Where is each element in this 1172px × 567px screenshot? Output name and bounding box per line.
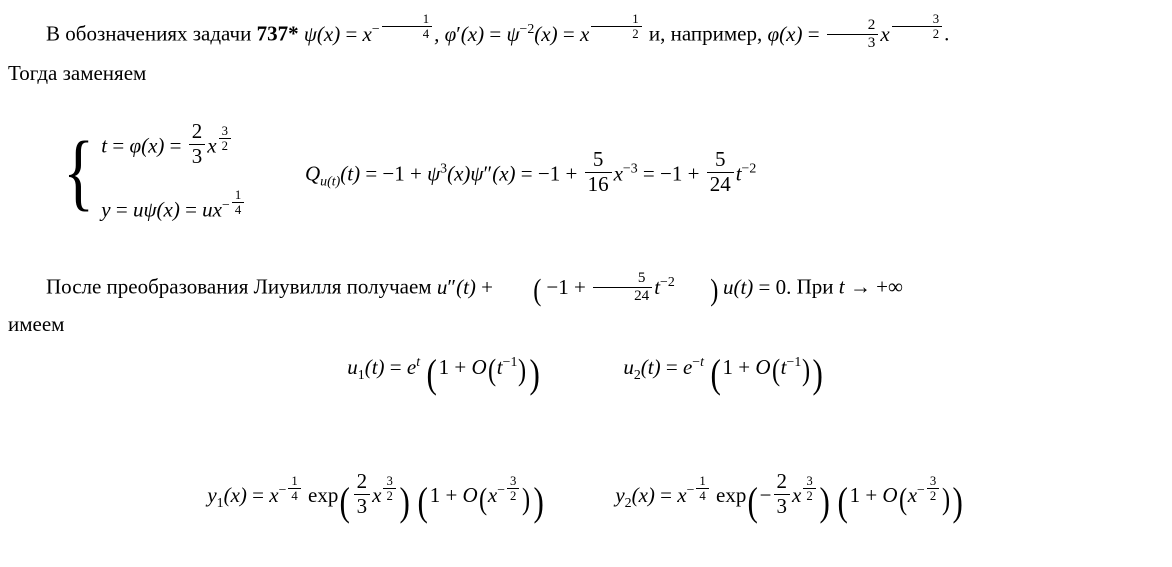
sub-2y: 2 bbox=[624, 495, 632, 511]
var-u-2: u bbox=[202, 197, 213, 222]
phi-symbol: φ bbox=[444, 21, 457, 46]
one-y2: 1 bbox=[849, 483, 861, 508]
var-t-3: t bbox=[735, 161, 742, 186]
при-text: При bbox=[796, 274, 834, 299]
minus-y1: − bbox=[278, 482, 287, 498]
eq-q2: = bbox=[520, 161, 533, 186]
var-x-4: x bbox=[541, 21, 551, 46]
eq-c3: = bbox=[115, 197, 128, 222]
var-x-12: x bbox=[454, 161, 464, 186]
var-t-4: t bbox=[463, 274, 469, 299]
plus-u1: + bbox=[454, 355, 467, 379]
liouville-equation: u″(t) + ( −1 + $\frac{5}{24}$ $t^{-2}$ ) u(t) = 0. bbox=[436, 270, 792, 307]
sub-1: 1 bbox=[357, 367, 365, 383]
plus-y1: + bbox=[445, 483, 458, 508]
eq-u1: = bbox=[389, 355, 402, 379]
paragraph-1 bbox=[8, 12, 1168, 89]
minus-q2: − bbox=[537, 161, 550, 186]
O-symbol-2: O bbox=[755, 355, 771, 379]
left-paren-o4: ( bbox=[898, 481, 907, 516]
problem-number: 737* bbox=[256, 21, 299, 46]
num-3y2: 3 bbox=[510, 473, 517, 488]
var-t-11: t bbox=[780, 355, 787, 379]
eq-c4: = bbox=[185, 197, 197, 222]
u2-equation: $u_2(t) = e^{-t}$ $(1 + O(t^{-1}))$ bbox=[623, 350, 824, 396]
var-x-2: x bbox=[362, 21, 372, 46]
var-x-6: x bbox=[786, 21, 796, 46]
right-paren-y2: ) bbox=[819, 479, 830, 525]
minus-l2: − bbox=[660, 273, 668, 289]
left-paren-u1: ( bbox=[426, 350, 438, 396]
exp-2: 2 bbox=[527, 20, 535, 36]
psi-symbol-2: ψ bbox=[506, 21, 520, 46]
equals-1: = bbox=[345, 21, 358, 46]
num-3c: 3 bbox=[221, 123, 228, 138]
var-x-13: x bbox=[499, 161, 509, 186]
right-paren-o3: ) bbox=[522, 481, 531, 516]
paragraph-1-line-2: Тогда заменяем bbox=[8, 60, 147, 85]
var-u-3: u bbox=[436, 274, 448, 299]
one-u1b: 1 bbox=[510, 354, 518, 369]
paragraph-2 bbox=[8, 270, 1168, 340]
eq-c1: = bbox=[112, 133, 125, 158]
den-2y: 2 bbox=[383, 488, 395, 503]
q-subscript: u(t) bbox=[320, 173, 341, 189]
paragraph-1-line-1 bbox=[8, 12, 1168, 52]
var-t-10: t bbox=[647, 355, 654, 379]
minus-u3: − bbox=[786, 354, 795, 369]
limit-expression bbox=[839, 275, 903, 299]
minus-u1: − bbox=[502, 354, 511, 369]
var-x-11: x bbox=[212, 197, 222, 222]
plus-u2: + bbox=[738, 355, 751, 379]
minus-2: − bbox=[519, 20, 528, 36]
var-u2: u bbox=[623, 355, 634, 379]
var-y1: y bbox=[207, 483, 217, 508]
one-u2b: 1 bbox=[794, 354, 802, 369]
var-x-22: x bbox=[907, 483, 918, 508]
case-row-1: t = φ(x) = $\frac{2}{3}$ x $^{\frac{3}{2}}$ bbox=[101, 120, 246, 168]
left-paren-u2: ( bbox=[710, 350, 722, 396]
minus-1: − bbox=[371, 20, 380, 36]
var-x-21: x bbox=[792, 483, 802, 508]
left-paren-o3: ( bbox=[478, 481, 487, 516]
O-symbol-1: O bbox=[471, 355, 487, 379]
one-q1: 1 bbox=[394, 161, 405, 186]
right-paren-u2: ) bbox=[812, 350, 824, 396]
eq-q1: = bbox=[365, 161, 378, 186]
var-t-6: t bbox=[740, 274, 747, 299]
e-symbol-2: e bbox=[682, 355, 693, 379]
lead-text: В обозначениях задачи bbox=[46, 21, 252, 46]
den-4y: 4 bbox=[288, 488, 300, 503]
sub-t: t bbox=[331, 173, 336, 189]
paragraph-2-line-2: имеем bbox=[8, 311, 65, 336]
den-3c: 3 bbox=[189, 144, 206, 169]
var-u-4: u bbox=[722, 274, 734, 299]
liouville-text: После преобразования Лиувилля получаем bbox=[46, 274, 432, 299]
var-t: t bbox=[101, 133, 108, 158]
y-solutions-row bbox=[0, 469, 1172, 525]
eq-u2: = bbox=[665, 355, 678, 379]
two-l1: 2 bbox=[667, 273, 675, 289]
num-1y2: 1 bbox=[699, 473, 706, 488]
right-paren-u1: ) bbox=[528, 350, 540, 396]
phi-prime-definition: $\varphi'(x) = \psi^{-2}(x) = x$ $^{\frac{1}{2}}$ bbox=[445, 22, 649, 46]
one-q2: 1 bbox=[549, 161, 561, 186]
two-q1: 2 bbox=[749, 160, 757, 176]
connector-text: и, например, bbox=[648, 21, 763, 46]
num-1y: 1 bbox=[291, 473, 298, 488]
num-2: 2 bbox=[867, 16, 876, 33]
plus-q3: + bbox=[687, 161, 700, 186]
var-t-5: t bbox=[654, 274, 661, 299]
substitution-system bbox=[58, 120, 246, 223]
num-2c: 2 bbox=[191, 119, 203, 143]
var-t-2: t bbox=[347, 161, 354, 186]
cases-body bbox=[101, 120, 246, 223]
minus-q4: − bbox=[660, 161, 672, 186]
den-2c: 2 bbox=[219, 138, 231, 153]
one-u1: 1 bbox=[438, 355, 450, 379]
var-t-8: t bbox=[371, 355, 378, 379]
var-x-5: x bbox=[579, 21, 590, 46]
eq-y2: = bbox=[660, 483, 673, 508]
num-3: 3 bbox=[932, 12, 940, 26]
minus-y4: − bbox=[759, 483, 772, 508]
e-symbol-1: e bbox=[406, 355, 417, 379]
y2-equation: $y_2(x) = x^{- \frac{1}{4}}$ exp(− $\frac{2}{3}$ x $^{\frac{3}{2}}$ ) ($1 + O(x^{- \frac{3}{2}}$ )) bbox=[615, 469, 964, 525]
equals-3: = bbox=[562, 21, 575, 46]
minus-q5: − bbox=[741, 160, 750, 176]
O-symbol-3: O bbox=[462, 483, 478, 508]
num-5b: 5 bbox=[714, 147, 726, 171]
right-paren-o4: ) bbox=[942, 481, 951, 516]
psi-symbol-5: ψ bbox=[470, 161, 484, 186]
right-paren-o1: ) bbox=[518, 353, 527, 388]
plus-inf: + bbox=[876, 274, 888, 299]
var-x-16: x bbox=[269, 483, 279, 508]
exp-label-2: exp bbox=[716, 483, 747, 508]
right-paren-y2b: ) bbox=[952, 479, 964, 525]
var-x-3: x bbox=[467, 21, 478, 46]
right-paren-y1b: ) bbox=[532, 479, 544, 525]
sub-u: u bbox=[320, 173, 328, 189]
right-paren-y1: ) bbox=[399, 479, 410, 525]
var-x-14: x bbox=[613, 161, 623, 186]
var-t-9: t bbox=[496, 355, 503, 379]
minus-y2: − bbox=[497, 482, 506, 498]
var-x-10: x bbox=[163, 197, 173, 222]
u1-equation: $u_1(t) = e^t$ $(1 + O(t^{-1}))$ bbox=[347, 350, 540, 396]
zero-l1: 0 bbox=[775, 274, 787, 299]
left-brace: { bbox=[63, 122, 95, 219]
den-3y: 3 bbox=[354, 494, 371, 519]
den-2y4: 2 bbox=[927, 488, 939, 503]
one-y1: 1 bbox=[429, 483, 441, 508]
psi-symbol: ψ bbox=[303, 21, 317, 46]
den-2y3: 2 bbox=[803, 488, 815, 503]
num-2y: 2 bbox=[356, 469, 368, 493]
minus-c1: − bbox=[222, 196, 230, 212]
den-4y2: 4 bbox=[696, 488, 708, 503]
den-24b: 24 bbox=[593, 287, 652, 305]
num-1: 1 bbox=[422, 12, 430, 26]
one-u2: 1 bbox=[722, 355, 734, 379]
num-1b: 1 bbox=[632, 12, 639, 26]
plus-q1: + bbox=[410, 161, 422, 186]
minus-u2: − bbox=[692, 354, 701, 369]
var-y: y bbox=[101, 197, 111, 222]
exp-3: 3 bbox=[440, 160, 448, 176]
den-16: 16 bbox=[585, 172, 612, 197]
den-4: 4 bbox=[382, 26, 432, 41]
var-x-9: x bbox=[207, 133, 217, 158]
dprime-2: ″ bbox=[447, 274, 457, 299]
O-symbol-4: O bbox=[882, 483, 898, 508]
psi-symbol-3: ψ bbox=[143, 197, 157, 222]
num-5: 5 bbox=[592, 147, 604, 171]
one-q3: 1 bbox=[671, 161, 683, 186]
den-2: 2 bbox=[892, 26, 942, 41]
var-x-19: x bbox=[638, 483, 648, 508]
var-y2: y bbox=[615, 483, 625, 508]
infinity-1: ∞ bbox=[887, 274, 903, 299]
phi-symbol-2: φ bbox=[767, 21, 780, 46]
eq-c2: = bbox=[169, 133, 182, 158]
left-paren-o1: ( bbox=[487, 353, 496, 388]
plus-y2: + bbox=[865, 483, 878, 508]
dprime-1: ″ bbox=[483, 161, 493, 186]
left-paren-l: ( bbox=[533, 272, 542, 307]
eq-y1: = bbox=[252, 483, 264, 508]
num-5c: 5 bbox=[637, 270, 646, 286]
paragraph-2-line-1 bbox=[8, 270, 1168, 305]
y1-equation: $y_1(x) = x^{- \frac{1}{4}}$ exp( $\frac{2}{3}$ x $^{\frac{3}{2}}$ ) ($1 + O(x^{- \frac{3}{2}}$ )) bbox=[207, 469, 544, 525]
one-l1: 1 bbox=[558, 274, 569, 299]
left-paren-o2: ( bbox=[771, 353, 780, 388]
sub-2: 2 bbox=[633, 367, 641, 383]
equals-2: = bbox=[489, 21, 502, 46]
exp-t-1: t bbox=[416, 354, 421, 369]
prime-1: ′ bbox=[456, 21, 461, 46]
left-paren-y2b: ( bbox=[837, 479, 849, 525]
arrow-1: → bbox=[849, 274, 871, 299]
den-3: 3 bbox=[827, 34, 879, 52]
den-4c: 4 bbox=[232, 202, 244, 217]
num-3y4: 3 bbox=[929, 473, 937, 488]
minus-q3: − bbox=[622, 160, 631, 176]
den-2y2: 2 bbox=[507, 488, 519, 503]
left-paren-y1: ( bbox=[339, 479, 351, 525]
var-x-7: x bbox=[880, 21, 890, 46]
psi-symbol-4: ψ bbox=[427, 161, 441, 186]
u-solutions-row bbox=[0, 350, 1172, 396]
three-q1: 3 bbox=[630, 160, 638, 176]
psi-definition: $\psi(x) = x^{- \frac{1}{4}}$ , bbox=[303, 12, 445, 46]
var-t-7: t bbox=[838, 274, 845, 299]
var-u: u bbox=[132, 197, 144, 222]
plus-q2: + bbox=[565, 161, 578, 186]
left-paren-y2: ( bbox=[747, 479, 759, 525]
right-paren-l: ) bbox=[710, 272, 719, 307]
case-row-2: $y = u\psi(x) = ux^{- \frac{1}{4}}$ bbox=[101, 188, 246, 223]
var-x-17: x bbox=[372, 483, 382, 508]
plus-l2: + bbox=[574, 274, 586, 299]
var-x-20: x bbox=[677, 483, 687, 508]
var-x: x bbox=[323, 21, 334, 46]
eq-q3: = bbox=[642, 161, 655, 186]
phi-symbol-3: φ bbox=[129, 133, 142, 158]
phi-definition: φ(x) = $\frac{2}{3}$ x $^{\frac{3}{2}}$ bbox=[768, 22, 945, 46]
var-x-15: x bbox=[230, 483, 240, 508]
minus-q1: − bbox=[382, 161, 395, 186]
num-1c: 1 bbox=[234, 188, 242, 203]
right-paren-o2: ) bbox=[802, 353, 811, 388]
q-equation: $Q_{u(t)}(t) = -1 + \psi^3(x)\psi''(x) = -1$ + $\frac{5}{16}$ $x^{-3} = -1$ + $\frac{5}{24}$ $t^{-2}$ bbox=[305, 147, 757, 196]
eq-l1: = bbox=[758, 274, 771, 299]
num-3y: 3 bbox=[386, 473, 393, 488]
sub-1y: 1 bbox=[216, 495, 224, 511]
den-24: 24 bbox=[707, 172, 734, 197]
minus-y5: − bbox=[917, 482, 925, 498]
period-1: . bbox=[944, 21, 950, 46]
minus-y3: − bbox=[686, 482, 695, 498]
left-paren-y1b: ( bbox=[417, 479, 429, 525]
den-3y2: 3 bbox=[774, 494, 791, 519]
den-2b: 2 bbox=[591, 26, 641, 41]
num-3y3: 3 bbox=[806, 473, 813, 488]
Q-symbol: Q bbox=[305, 161, 321, 186]
var-x-18: x bbox=[487, 483, 498, 508]
exp-t-2: t bbox=[700, 354, 704, 369]
var-u1: u bbox=[347, 355, 358, 379]
equals-4: = bbox=[807, 21, 820, 46]
minus-l1: − bbox=[546, 274, 559, 299]
var-x-8: x bbox=[148, 133, 158, 158]
plus-l1: + bbox=[481, 274, 494, 299]
num-2y2: 2 bbox=[776, 469, 788, 493]
exp-label-1: exp bbox=[308, 483, 339, 508]
period-2: . bbox=[786, 274, 792, 299]
